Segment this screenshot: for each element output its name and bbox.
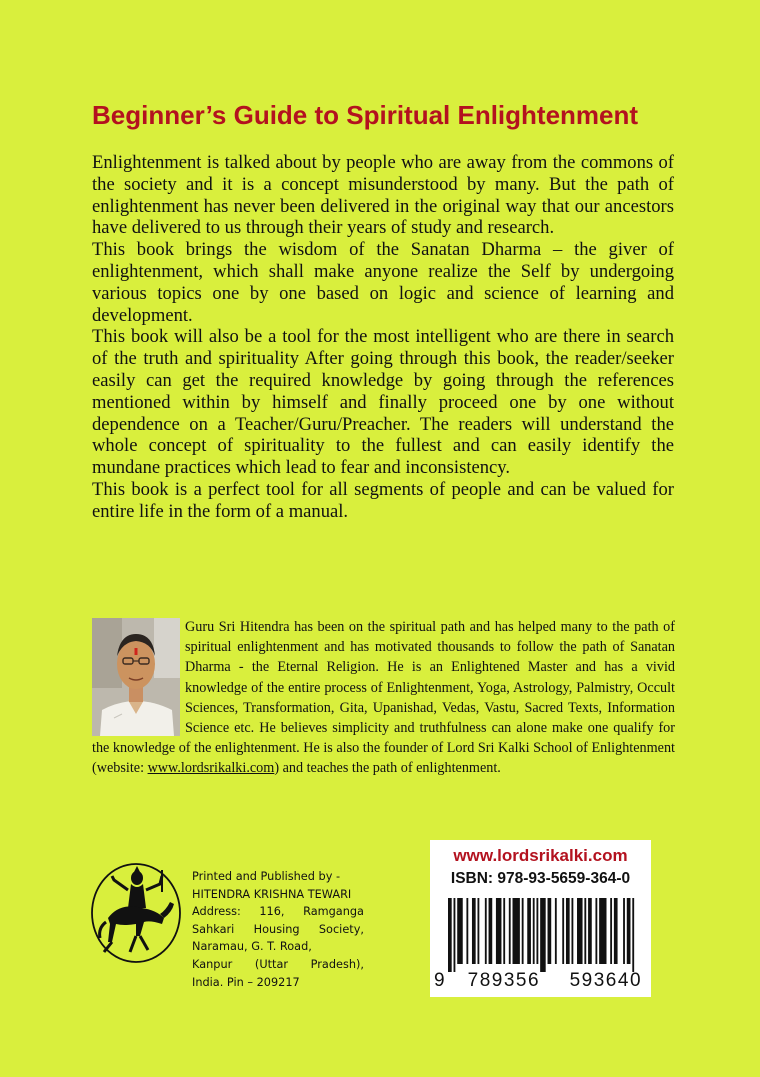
blurb-paragraph: This book will also be a tool for the most intelligent who are there in search of the truth and spirituality After going through this book, the reader/seeker easily can get the required knowledge by going through the references mentioned within by himself and finally proceed one by one without dependence on a Teacher/Guru/Preacher. The readers will understand the whole concept of spirituality to the fullest and can easily identify the mundane practices which lead to fear and inconsistency. [92, 326, 674, 479]
address-word: Ramganga [303, 905, 364, 919]
publisher-address-line [192, 956, 364, 974]
barcode-bar [595, 898, 597, 964]
barcode-digits [434, 970, 644, 992]
barcode-bar [627, 898, 631, 964]
book-title: Beginner’s Guide to Spiritual Enlightenment [92, 100, 639, 130]
barcode-bar [566, 898, 570, 964]
barcode-digit-lead: 9 [434, 970, 447, 991]
address-word: Housing [253, 922, 300, 936]
publisher-pin: India. Pin – 209217 [192, 975, 300, 989]
barcode-bar [466, 898, 468, 964]
address-word: Sahkari [192, 922, 235, 936]
barcode-bar [562, 898, 564, 964]
barcode-bar [477, 898, 479, 964]
barcode-digits-right: 593640 [569, 970, 643, 991]
barcode-bar [623, 898, 625, 964]
barcode-bar [571, 898, 573, 964]
barcode-bar [632, 898, 634, 972]
website-link[interactable]: www.lordsrikalki.com [147, 760, 275, 777]
author-bio-text-end: ) and teaches the path of enlightenment. [274, 760, 501, 777]
publisher-heading: Printed and Published by - [192, 870, 341, 883]
barcode-bar [522, 898, 524, 964]
barcode-bar [509, 898, 511, 964]
address-word: Pradesh), [310, 957, 364, 971]
barcode-bar [555, 898, 557, 964]
barcode-digits-left: 789356 [467, 970, 541, 991]
barcode-panel [430, 840, 651, 997]
author-bio-text: Guru Sri Hitendra has been on the spiritual path and has helped many to the path of spiritual enlightenment and has motivated thousands to follow the path of Sanatan Dharma - the Eternal Religion. He is an Enlightened Master and has a vivid knowledge of the entire process of Enlightenment, Yoga, Astrology, Palmistry, Occult Sciences, Transformation, Gita, Upanishad, Vedas, Vastu, Sacred Texts, Information Science etc. He believes simplicity and truthfulness can alone make one qualify for the knowledge of the enlightenment. He is also the founder of Lord Sri Kalki School of Enlightenment (website: [92, 619, 675, 777]
barcode-bar [533, 898, 535, 964]
publisher-address-line [192, 903, 364, 921]
barcode-bar [588, 898, 592, 964]
publisher-address-line [192, 921, 364, 939]
address-word: (Uttar [254, 957, 289, 971]
barcode-bar [540, 898, 546, 972]
barcode-bar [548, 898, 552, 964]
address-word: 116, [259, 905, 285, 919]
barcode-bar [513, 898, 520, 964]
book-blurb [92, 152, 674, 523]
blurb-paragraph: This book brings the wisdom of the Sanatan Dharma – the giver of enlightenment, which shall make anyone realize the Self by undergoing various topics one by one based on logic and science of learning and development. [92, 239, 674, 326]
barcode-bar [536, 898, 538, 964]
address-word: Society, [318, 922, 364, 936]
barcode-bar [448, 898, 452, 972]
barcode-bar [527, 898, 531, 964]
publisher-info [192, 868, 364, 991]
barcode-website: www.lordsrikalki.com [453, 846, 628, 865]
barcode-bar [496, 898, 502, 964]
barcode-bar [472, 898, 476, 964]
barcode-bar [614, 898, 618, 964]
barcode-bar [454, 898, 456, 972]
publisher-logo [90, 862, 182, 964]
barcode-bar [599, 898, 606, 964]
author-bio [92, 617, 675, 779]
blurb-paragraph: This book is a perfect tool for all segments of people and can be valued for entire life in the form of a manual. [92, 478, 674, 522]
barcode-bar [610, 898, 612, 964]
isbn-label: ISBN: 978-93-5659-364-0 [450, 870, 631, 887]
barcode-bar [584, 898, 586, 964]
barcode-bar [503, 898, 505, 964]
barcode-bars [448, 898, 636, 972]
barcode-bar [577, 898, 583, 964]
address-word: Kanpur [192, 957, 233, 971]
barcode-bar [489, 898, 493, 964]
barcode-bar [485, 898, 487, 964]
publisher-name: HITENDRA KRISHNA TEWARI [192, 887, 352, 901]
barcode-bar [457, 898, 463, 964]
blurb-paragraph: Enlightenment is talked about by people who are away from the commons of the society and it is a concept misunderstood by many. But the path of enlightenment has never been delivered in the original way that our ancestors have delivered to us through their years of study and research. [92, 152, 674, 239]
address-word: Address: [192, 905, 241, 919]
publisher-address-line: Naramau, G. T. Road, [192, 940, 312, 954]
